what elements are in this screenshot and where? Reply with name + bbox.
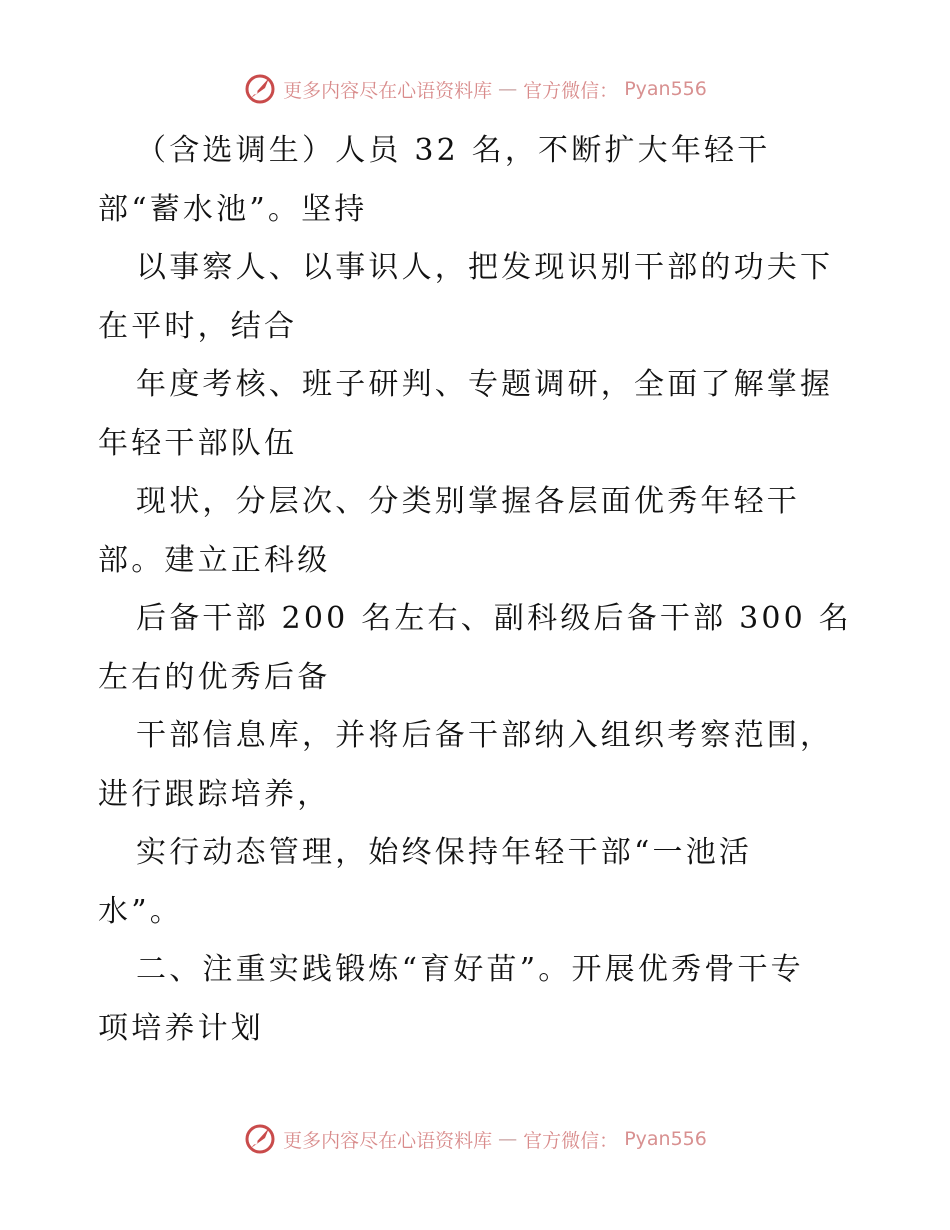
text-line: 实行动态管理，始终保持年轻干部“一池活: [136, 835, 753, 870]
text-line: 部“蓄水池”。坚持: [98, 191, 368, 227]
wechat-id: Pyan556: [624, 1128, 707, 1150]
wechat-id: Pyan556: [624, 78, 707, 100]
text-line: 水”。: [98, 893, 183, 929]
text-line: 二、注重实践锻炼“育好苗”。开展优秀骨干专: [136, 952, 804, 987]
text-line: 年轻干部队伍: [98, 425, 298, 461]
text-line: 项培养计划: [98, 1010, 264, 1046]
wechat-label: 官方微信：: [523, 1129, 619, 1152]
watermark-separator: —: [498, 78, 518, 100]
text-line: 进行跟踪培养，: [98, 776, 331, 812]
text-line: 年度考核、班子研判、专题调研，全面了解掌握: [136, 367, 834, 402]
text-line: 部。建立正科级: [98, 542, 331, 578]
text-line: 在平时，结合: [98, 308, 298, 344]
watermark-separator: —: [498, 1128, 518, 1150]
watermark-text: 更多内容尽在心语资料库: [283, 79, 493, 102]
text-line: 现状，分层次、分类别掌握各层面优秀年轻干: [136, 484, 800, 519]
wechat-label: 官方微信：: [523, 79, 619, 102]
quill-logo-icon: [243, 1122, 277, 1156]
document-body: [98, 122, 858, 1058]
text-line: 左右的优秀后备: [98, 659, 331, 695]
text-line: （含选调生）人员 32 名，不断扩大年轻干: [136, 133, 771, 168]
quill-logo-icon: [243, 72, 277, 106]
watermark-text: 更多内容尽在心语资料库: [283, 1129, 493, 1152]
footer-watermark: [0, 1122, 950, 1156]
text-line: 后备干部 200 名左右、副科级后备干部 300 名: [136, 601, 852, 636]
header-watermark: [0, 72, 950, 106]
text-line: 干部信息库，并将后备干部纳入组织考察范围，: [136, 718, 834, 753]
text-line: 以事察人、以事识人，把发现识别干部的功夫下: [136, 250, 834, 285]
